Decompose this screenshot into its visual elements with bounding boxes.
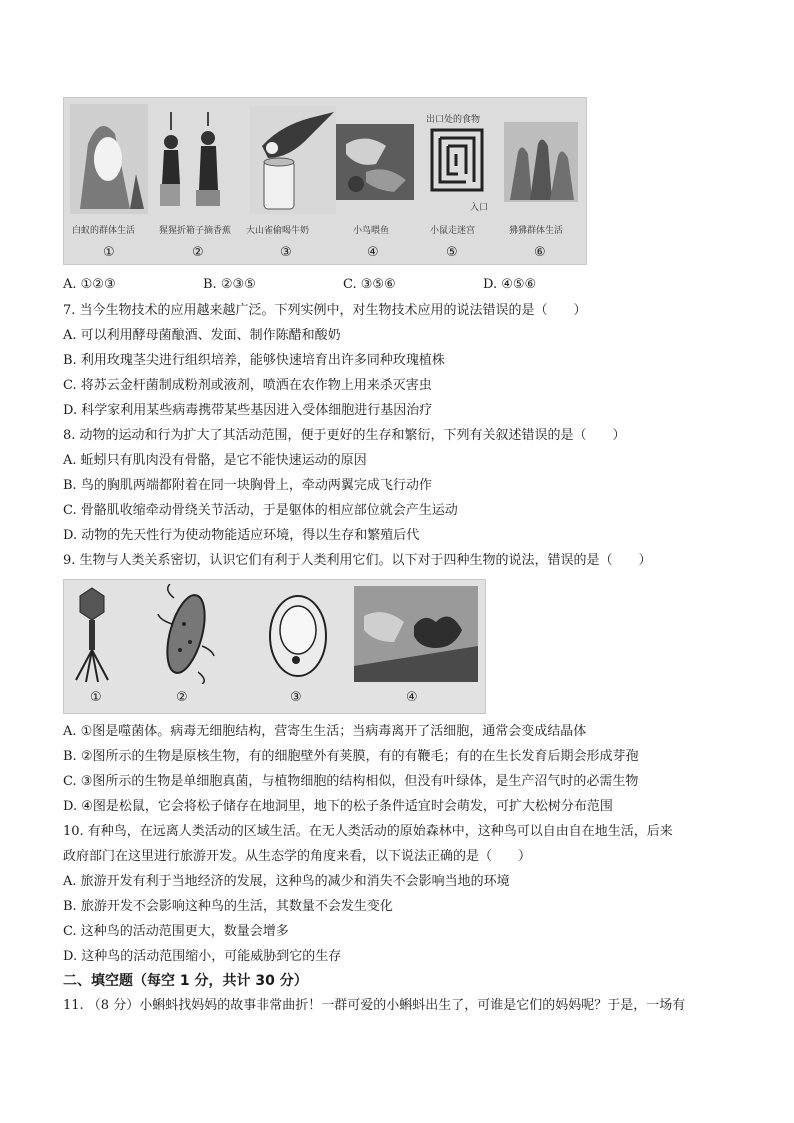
baboon-troop-image	[504, 122, 578, 202]
q11-stem: 11. （8 分）小蝌蚪找妈妈的故事非常曲折！一群可爱的小蝌蚪出生了，可谁是它们的妈妈呢？于是，一场有	[63, 998, 686, 1013]
q10-option-c[interactable]: C. 这种鸟的活动范围更大，数量会增多	[63, 924, 289, 939]
q8-option-a[interactable]: A. 蚯蚓只有肌肉没有骨骼，是它不能快速运动的原因	[63, 453, 367, 468]
figure-label-4: 小鸟喂鱼	[353, 226, 390, 236]
maze-entrance-label: 入口	[470, 203, 489, 213]
figure-label-1: 白蚁的群体生活	[72, 226, 136, 236]
maze-exit-label: 出口处的食物	[426, 115, 481, 125]
q8-option-c[interactable]: C. 骨骼肌收缩牵动骨绕关节活动，于是躯体的相应部位就会产生运动	[63, 503, 458, 518]
q9-option-c[interactable]: C. ③图所示的生物是单细胞真菌，与植物细胞的结构相似，但没有叶绿体，是生产沼气时的必需生物	[63, 774, 639, 789]
squirrel-image	[354, 586, 478, 682]
figure-number-1: ①	[103, 245, 115, 260]
chimpanzee-image	[156, 112, 238, 212]
figure-label-2: 猩猩折箱子摘香蕉	[159, 226, 232, 236]
q6-option-c[interactable]: C. ③⑤⑥	[343, 277, 396, 292]
figure-label-5: 小鼠走迷宫	[430, 226, 476, 236]
bacterium-image	[156, 584, 216, 684]
organism-number-1: ①	[90, 690, 102, 705]
q10-stem-line-2: 政府部门在这里进行旅游开发。从生态学的角度来看，以下说法正确的是（ ）	[63, 849, 532, 864]
q6-option-d[interactable]: D. ④⑤⑥	[483, 277, 537, 292]
q6-option-a[interactable]: A. ①②③	[63, 277, 116, 292]
bird-feeding-fish-image	[336, 124, 414, 200]
q8-option-b[interactable]: B. 鸟的胸肌两端都附着在同一块胸骨上，牵动两翼完成飞行动作	[63, 478, 432, 493]
q7-option-d[interactable]: D. 科学家利用某些病毒携带某些基因进入受体细胞进行基因治疗	[63, 403, 433, 418]
q9-option-d[interactable]: D. ④图是松鼠，它会将松子储存在地洞里，地下的松子条件适宜时会萌发，可扩大松树分布范围	[63, 799, 613, 814]
great-tit-image	[250, 106, 336, 214]
q7-option-c[interactable]: C. 将苏云金杆菌制成粉剂或液剂，喷洒在农作物上用来杀灭害虫	[63, 378, 432, 393]
q7-option-a[interactable]: A. 可以利用酵母菌酿酒、发面、制作陈醋和酸奶	[63, 328, 341, 343]
figure-number-4: ④	[367, 245, 379, 260]
q10-stem-line-1: 10. 有种鸟，在远离人类活动的区域生活。在无人类活动的原始森林中，这种鸟可以自由自在地生活，后来	[63, 824, 673, 839]
organism-number-3: ③	[290, 690, 302, 705]
section-title-fill-in: 二、填空题（每空 1 分，共计 30 分）	[63, 973, 308, 989]
figure-number-3: ③	[280, 245, 292, 260]
maze-image	[430, 128, 484, 192]
organism-number-4: ④	[406, 690, 418, 705]
figure-number-5: ⑤	[446, 245, 458, 260]
q9-option-a[interactable]: A. ①图是噬菌体。病毒无细胞结构，营寄生生活；当病毒离开了活细胞，通常会变成结晶体	[63, 724, 587, 739]
q8-option-d[interactable]: D. 动物的先天性行为使动物能适应环境，得以生存和繁殖后代	[63, 528, 420, 543]
q10-option-a[interactable]: A. 旅游开发有利于当地经济的发展，这种鸟的减少和消失不会影响当地的环境	[63, 874, 510, 889]
figure-number-6: ⑥	[534, 245, 546, 260]
behavior-figure	[63, 97, 587, 265]
q7-option-b[interactable]: B. 利用玫瑰茎尖进行组织培养，能够快速培育出许多同种玫瑰植株	[63, 353, 445, 368]
figure-label-3: 大山雀偷喝牛奶	[246, 226, 310, 236]
q9-option-b[interactable]: B. ②图所示的生物是原核生物，有的细胞壁外有荚膜，有的有鞭毛；有的在生长发育后期会形成芽孢	[63, 749, 639, 764]
q6-option-b[interactable]: B. ②③⑤	[203, 277, 256, 292]
yeast-cell-image	[266, 590, 330, 682]
termite-mound-image	[70, 104, 148, 214]
q10-option-d[interactable]: D. 这种鸟的活动范围缩小，可能威胁到它的生存	[63, 949, 342, 964]
q10-option-b[interactable]: B. 旅游开发不会影响这种鸟的生活，其数量不会发生变化	[63, 899, 393, 914]
figure-number-2: ②	[192, 245, 204, 260]
q8-stem: 8. 动物的运动和行为扩大了其活动范围，便于更好的生存和繁衍，下列有关叙述错误的是（ ）	[63, 428, 626, 443]
organism-number-2: ②	[176, 690, 188, 705]
q9-stem: 9. 生物与人类关系密切，认识它们有利于人类利用它们。以下对于四种生物的说法，错误的是（ ）	[63, 553, 652, 568]
figure-label-6: 狒狒群体生活	[509, 226, 564, 236]
organisms-figure	[63, 579, 486, 714]
q7-stem: 7. 当今生物技术的应用越来越广泛。下列实例中，对生物技术应用的说法错误的是（ ）	[63, 303, 587, 318]
bacteriophage-image	[70, 584, 114, 684]
